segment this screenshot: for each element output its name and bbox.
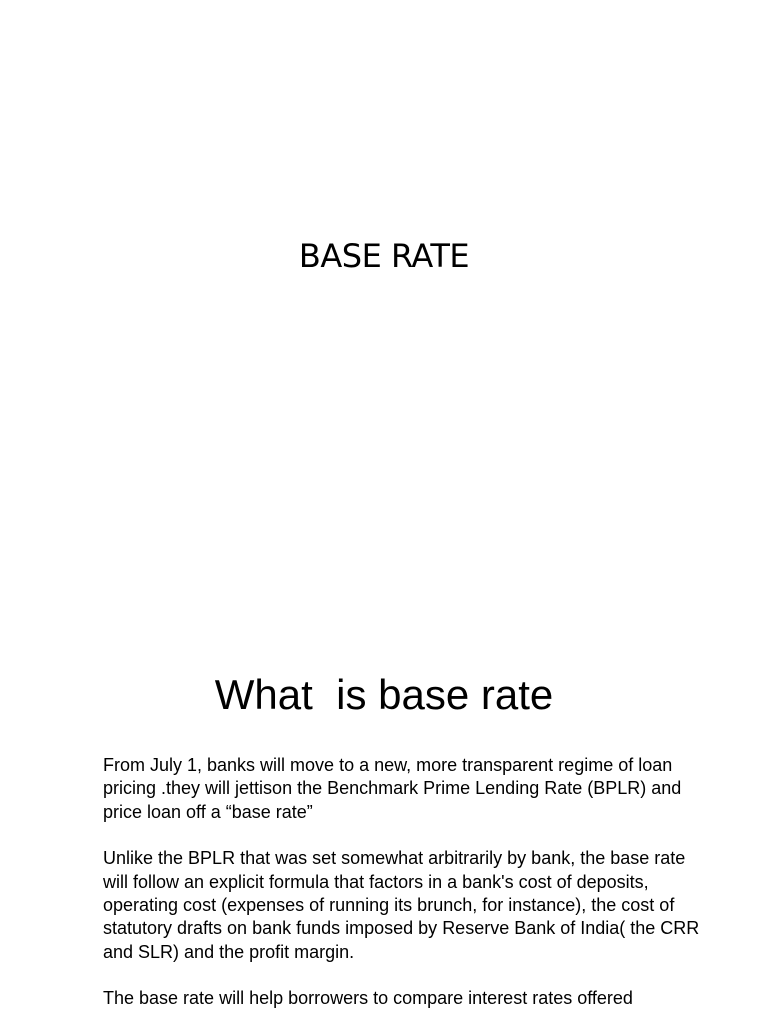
slide-2 <box>0 576 768 1024</box>
paragraph: Unlike the BPLR that was set somewhat arbitrarily by bank, the base rate will follow an explicit formula that factors in a bank's cost of deposits, operating cost (expenses of running its brunch, for instance), the cost of statutory drafts on bank funds imposed by Reserve Bank of India( the CRR and SLR) and the profit margin. <box>103 848 700 962</box>
paragraph: From July 1, banks will move to a new, more transparent regime of loan pricing .they will jettison the Benchmark Prime Lending Rate (BPLR) and price loan off a “base rate” <box>103 755 682 822</box>
slide-body <box>103 754 703 1024</box>
paragraph: The base rate will help borrowers to compare interest rates offered <box>103 988 633 1009</box>
slide-title: What is base rate <box>214 671 554 718</box>
slide-title: BASE RATE <box>298 237 470 275</box>
